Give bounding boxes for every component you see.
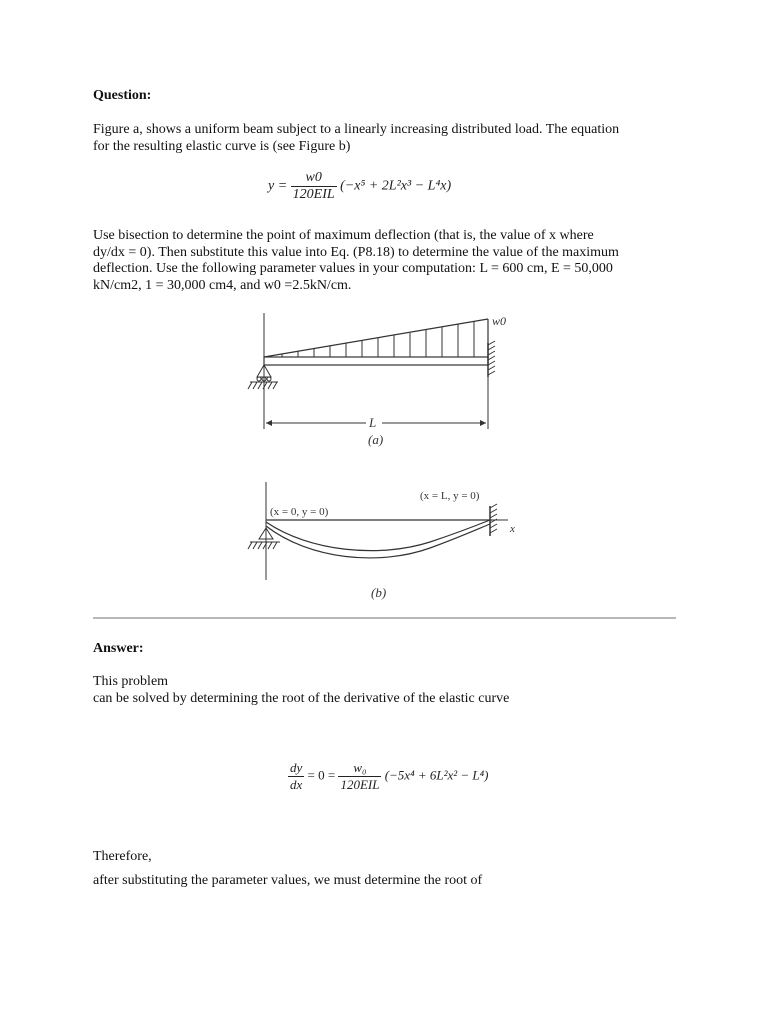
- eq2-rhs: (−5x⁴ + 6L²x² − L⁴): [384, 767, 489, 783]
- right-boundary-condition: (x = L, y = 0): [420, 490, 480, 502]
- question-heading: Question:: [93, 88, 152, 103]
- left-boundary-condition: (x = 0, y = 0): [270, 506, 329, 518]
- figure-a-beam-diagram: [230, 305, 530, 455]
- section-divider: [93, 617, 676, 619]
- load-intensity-label: w0: [492, 314, 507, 328]
- answer-line-1: This problem: [93, 674, 169, 689]
- eq2-middle: = 0 =: [307, 767, 336, 783]
- eq2-lhs-numerator: dy: [290, 760, 303, 775]
- answer-line-3: Therefore,: [93, 849, 152, 864]
- derivative-equation: [288, 760, 489, 793]
- figure-a-caption: (a): [368, 432, 384, 447]
- question-paragraph-line-4: kN/cm2, 1 = 30,000 cm4, and w0 =2.5kN/cm.: [93, 277, 352, 293]
- eq1-rhs: (−x⁵ + 2L²x³ − L⁴x): [340, 178, 452, 194]
- eq1-numerator: w0: [291, 170, 337, 187]
- answer-line-4: after substituting the parameter values, we must determine the root of: [93, 872, 483, 888]
- answer-conclusion: [93, 849, 713, 889]
- eq1-lhs: y =: [268, 178, 288, 194]
- eq1-denominator: 120EIL: [292, 187, 335, 202]
- answer-line-2: can be solved by determining the root of the derivative of the elastic curve: [93, 690, 510, 706]
- answer-heading: Answer:: [93, 641, 144, 656]
- figure-b-caption: (b): [371, 585, 387, 600]
- eq2-lhs-denominator: dx: [290, 777, 303, 792]
- x-axis-label: x: [510, 523, 515, 535]
- span-length-label: L: [369, 415, 377, 430]
- question-intro: [93, 122, 713, 155]
- question-paragraph-line-3: deflection. Use the following parameter values in your computation: L = 600 cm, E = 50,000: [93, 261, 613, 276]
- figure-b-deflection-diagram: [230, 480, 530, 605]
- eq2-denominator: 120EIL: [340, 777, 380, 792]
- eq2-lhs-fraction: [288, 760, 304, 793]
- question-paragraph: [93, 228, 713, 294]
- question-paragraph-line-1: Use bisection to determine the point of maximum deflection (that is, the value of x where: [93, 228, 594, 243]
- question-intro-line-1: Figure a, shows a uniform beam subject to a linearly increasing distributed load. The equation: [93, 122, 620, 137]
- eq2-fraction: [338, 760, 381, 793]
- elastic-curve-equation: [268, 170, 451, 203]
- question-intro-line-2: for the resulting elastic curve is (see Figure b): [93, 138, 351, 154]
- eq1-fraction: [291, 170, 337, 203]
- eq2-numerator: w₀: [338, 760, 381, 777]
- question-paragraph-line-2: dy/dx = 0). Then substitute this value into Eq. (P8.18) to determine the value of the maximum: [93, 244, 619, 260]
- answer-intro: [93, 674, 713, 707]
